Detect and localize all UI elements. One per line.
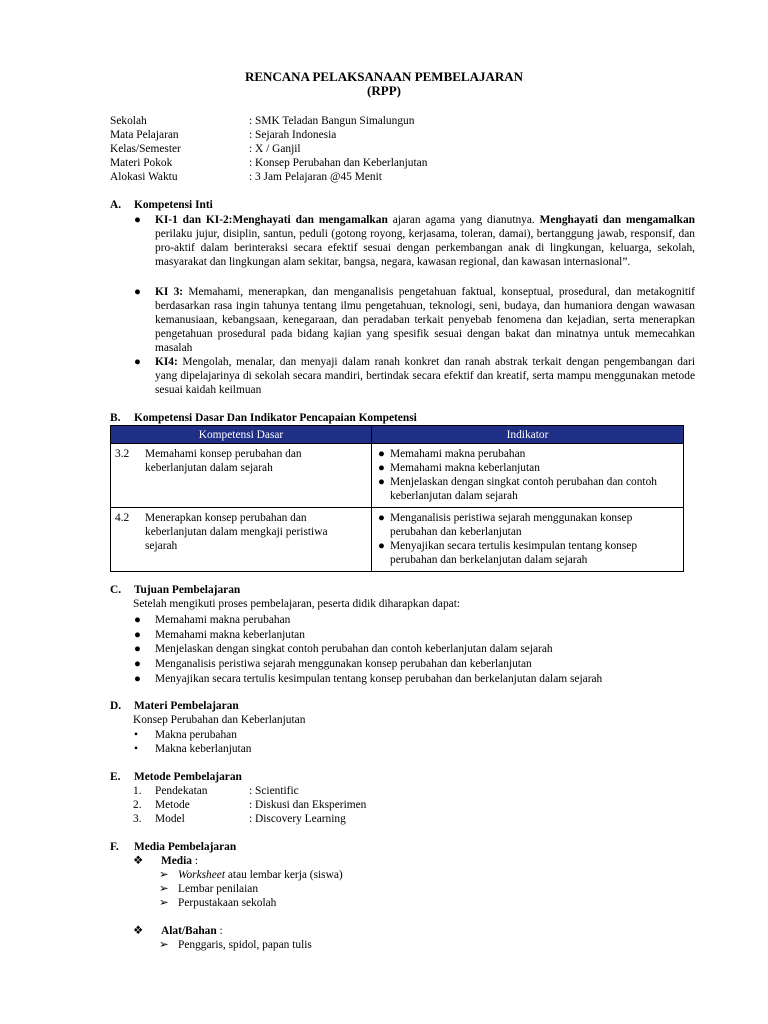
metode-label: Model [155,813,185,825]
alat-label: Alat/Bahan [161,925,217,937]
metode-number: 2. [133,799,142,811]
ki-1-2-item [134,213,695,269]
section-title: Metode Pembelajaran [134,771,242,783]
arrow-icon: ➢ [159,897,169,909]
metode-value: : Diskusi dan Eksperimen [249,799,367,811]
table-header: Kompetensi Dasar [111,426,372,444]
indicator-item [376,475,679,503]
indicator-text: Menganalisis peristiwa sejarah menggunakan konsep perubahan dan keberlanjutan [390,512,633,538]
section-title: Materi Pembelajaran [134,700,239,712]
alat-heading [133,924,223,938]
section-title: Kompetensi Inti [134,199,213,211]
bullet-icon: ● [378,540,385,552]
table-header: Indikator [372,426,684,444]
ki-3-label: KI 3: [155,286,184,298]
bullet-icon: • [134,743,138,755]
bullet-icon: ● [134,629,141,641]
tujuan-text: Memahami makna perubahan [155,614,291,626]
materi-text: Makna keberlanjutan [155,743,252,755]
document-title: RENCANA PELAKSANAAN PEMBELAJARAN [244,69,524,84]
identity-row [110,156,427,170]
competency-table [110,425,684,572]
bullet-icon: ● [378,462,385,474]
metode-value: : Scientific [249,785,299,797]
kd-text: Memahami konsep perubahan dan keberlanjutan dalam sejarah [145,448,302,474]
bullet-icon: ● [134,286,141,298]
ki-4-item [134,355,695,397]
table-cell-indicators [372,444,684,508]
section-d-heading [110,699,239,713]
materi-item [134,742,252,756]
section-title: Kompetensi Dasar Dan Indikator Pencapaian Kompetensi [134,412,417,424]
alat-item-text: Penggaris, spidol, papan tulis [178,939,312,951]
tujuan-text: Menganalisis peristiwa sejarah menggunakan konsep perubahan dan keberlanjutan [155,658,532,670]
metode-label: Pendekatan [155,785,208,797]
metode-row [133,812,346,826]
table-cell-kd [111,508,372,572]
media-item-text: Lembar penilaian [178,883,259,895]
ki-1-2-label: KI-1 dan KI-2:Menghayati dan mengamalkan [155,214,388,226]
identity-value: : SMK Teladan Bangun Simalungun [249,115,415,127]
indicator-text: Memahami makna keberlanjutan [390,462,540,474]
media-item-italic: Worksheet [178,869,226,881]
alat-colon: : [216,925,223,937]
section-number: F. [110,841,119,853]
arrow-icon: ➢ [159,869,169,881]
ki-4-label: KI4: [155,356,178,368]
identity-row [110,142,427,156]
identity-block [110,114,427,184]
identity-label: Sekolah [110,115,147,127]
section-b-heading [110,411,417,425]
bullet-icon: ● [134,614,141,626]
section-number: E. [110,771,121,783]
table-header-row [111,426,684,444]
identity-label: Kelas/Semester [110,143,181,155]
media-heading [133,854,198,868]
bullet-icon: ● [378,448,385,460]
section-a-heading [110,198,213,212]
metode-label: Metode [155,799,190,811]
section-c-heading [110,583,240,597]
indicator-text: Menyajikan secara tertulis kesimpulan tentang konsep perubahan dan berkelanjutan dalam sejarah [390,540,638,566]
media-item [159,868,343,882]
metode-row [133,798,366,812]
identity-label: Alokasi Waktu [110,171,178,183]
indicator-item [376,447,679,461]
media-item [159,896,276,910]
ki-3-text: Memahami, menerapkan, dan menganalisis pengetahuan faktual, konseptual, prosedural, dan metakognitif berdasarkan rasa ingin tahunya tentang ilmu pengetahuan, teknologi, seni, budaya, dan humaniora dengan wawasan kemanusiaan, kebangsaan, kenegaraan, dan peradaban terkait penyebab fenomena dan kejadian, serta menerapkan pengetahuan prosedural pada bidang kajian yang spesifik sesuai dengan bakat dan minatnya untuk memecahkan masalah [155,286,695,354]
bullet-icon: ● [134,658,141,670]
media-item-text: atau lembar kerja (siswa) [225,869,343,881]
bullet-icon: ● [134,643,141,655]
materi-text: Makna perubahan [155,729,237,741]
materi-intro: Konsep Perubahan dan Keberlanjutan [133,714,306,726]
kd-number: 4.2 [115,512,130,524]
bullet-icon: ● [134,356,141,368]
section-f-heading [110,840,236,854]
indicator-text: Menjelaskan dengan singkat contoh perubahan dan contoh keberlanjutan dalam sejarah [390,476,657,502]
bullet-icon: ● [378,512,385,524]
tujuan-item [134,642,553,656]
tujuan-item [134,657,532,671]
identity-value: : 3 Jam Pelajaran @45 Menit [249,171,382,183]
diamond-icon: ❖ [133,855,144,867]
media-item [159,882,258,896]
identity-row [110,114,427,128]
tujuan-item [134,628,305,642]
arrow-icon: ➢ [159,939,169,951]
section-number: B. [110,412,121,424]
kd-text: Menerapkan konsep perubahan dan keberlanjutan dalam mengkaji peristiwa sejarah [145,512,328,552]
media-colon: : [192,855,199,867]
ki-1-2-text: ajaran agama yang dianutnya. [387,214,540,226]
metode-number: 3. [133,813,142,825]
section-e-heading [110,770,242,784]
section-number: C. [110,584,122,596]
section-number: A. [110,199,122,211]
table-row [111,508,684,572]
ki-3-item [134,285,695,355]
identity-value: : X / Ganjil [249,143,301,155]
ki-1-2-emphasis: Menghayati dan mengamalkan [539,214,695,226]
ki-1-2-text-continued: perilaku jujur, disiplin, santun, peduli (gotong royong, kerjasama, toleran, damai), bertanggung jawab, responsif, dan pro-aktif dalam berinteraksi secara efektif sesuai dengan perkembangan anak di lingkungan, keluarga, sekolah, masyarakat dan lingkungan alam sekitar, bangsa, negara, kawasan regional, dan kawasan internasional”. [155,228,695,268]
bullet-icon: • [134,729,138,741]
identity-label: Mata Pelajaran [110,129,179,141]
indicator-text: Memahami makna perubahan [390,448,526,460]
section-title: Tujuan Pembelajaran [134,584,241,596]
tujuan-intro: Setelah mengikuti proses pembelajaran, peserta didik diharapkan dapat: [133,598,461,610]
indicator-item [376,511,679,539]
bullet-icon: ● [134,673,141,685]
diamond-icon: ❖ [133,925,144,937]
media-item-text: Perpustakaan sekolah [178,897,277,909]
bullet-icon: ● [378,476,385,488]
tujuan-item [134,672,603,686]
metode-number: 1. [133,785,142,797]
tujuan-text: Memahami makna keberlanjutan [155,629,305,641]
kd-number: 3.2 [115,448,130,460]
ki-4-text: Mengolah, menalar, dan menyaji dalam ranah konkret dan ranah abstrak terkait dengan pengembangan dari yang dipelajarinya di sekolah secara mandiri, bertindak secara efektif dan kreatif, serta mampu menggunakan metode sesuai kaidah keilmuan [155,356,695,396]
identity-value: : Sejarah Indonesia [249,129,337,141]
table-cell-kd [111,444,372,508]
indicator-item [376,539,679,567]
media-label: Media [161,855,193,867]
alat-item [159,938,312,952]
bullet-icon: ● [134,214,141,226]
section-title: Media Pembelajaran [134,841,237,853]
tujuan-item [134,613,291,627]
arrow-icon: ➢ [159,883,169,895]
identity-value: : Konsep Perubahan dan Keberlanjutan [249,157,428,169]
section-number: D. [110,700,122,712]
identity-row [110,128,427,142]
tujuan-text: Menyajikan secara tertulis kesimpulan tentang konsep perubahan dan berkelanjutan dalam sejarah [155,673,603,685]
table-cell-indicators [372,508,684,572]
metode-value: : Discovery Learning [249,813,346,825]
table-row [111,444,684,508]
tujuan-text: Menjelaskan dengan singkat contoh perubahan dan contoh keberlanjutan dalam sejarah [155,643,553,655]
identity-row [110,170,427,184]
metode-row [133,784,299,798]
materi-item [134,728,237,742]
indicator-item [376,461,679,475]
identity-label: Materi Pokok [110,157,173,169]
document-subtitle: (RPP) [367,83,401,98]
